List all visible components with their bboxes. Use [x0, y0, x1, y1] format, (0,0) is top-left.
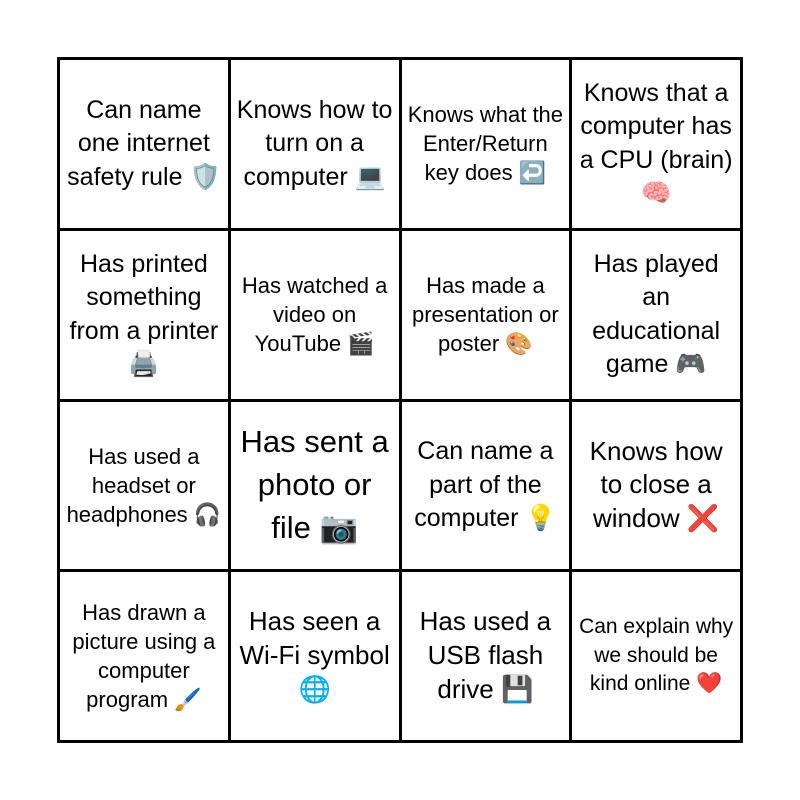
bingo-cell[interactable]	[572, 402, 740, 570]
bingo-cell-text: Knows how to close a window ❌	[589, 435, 723, 534]
bingo-cell-text: Knows that a computer has a CPU (brain) 🧠	[579, 78, 733, 208]
bingo-cell-text: Can explain why we should be kind online ❤️	[579, 615, 734, 696]
bingo-cell-text: Has printed something from a printer 🖨️	[69, 249, 219, 379]
bingo-cell-text: Has used a headset or headphones 🎧	[66, 443, 222, 527]
bingo-cell[interactable]	[60, 231, 228, 399]
bingo-cell[interactable]	[402, 231, 570, 399]
bingo-cell-text: Has watched a video on YouTube 🎬	[241, 273, 388, 357]
bingo-cell[interactable]	[402, 60, 570, 228]
bingo-cell[interactable]	[231, 231, 399, 399]
bingo-cell[interactable]	[231, 572, 399, 740]
bingo-cell[interactable]	[231, 60, 399, 228]
bingo-cell-text: Has made a presentation or poster 🎨	[411, 273, 559, 357]
bingo-cell-text: Can name one internet safety rule 🛡️	[67, 95, 221, 191]
bingo-cell[interactable]	[60, 572, 228, 740]
bingo-card	[57, 57, 743, 743]
bingo-cell[interactable]	[402, 572, 570, 740]
bingo-cell[interactable]	[572, 231, 740, 399]
bingo-cell-text: Has seen a Wi-Fi symbol 🌐	[239, 606, 390, 705]
bingo-cell-text: Has used a USB flash drive 💾	[419, 606, 552, 705]
bingo-cell-text: Has played an educational game 🎮	[592, 249, 721, 379]
bingo-cell-text: Knows what the Enter/Return key does ↩️	[407, 102, 564, 186]
bingo-cell[interactable]	[572, 572, 740, 740]
bingo-cell[interactable]	[231, 402, 399, 570]
bingo-cell[interactable]	[60, 60, 228, 228]
bingo-cell-text: Can name a part of the computer 💡	[414, 437, 557, 533]
bingo-cell-text: Has sent a photo or file 📷	[240, 424, 389, 545]
bingo-cell[interactable]	[402, 402, 570, 570]
bingo-cell[interactable]	[60, 402, 228, 570]
bingo-cell-text: Has drawn a picture using a computer program 🖌️	[72, 600, 216, 713]
bingo-cell-text: Knows how to turn on a computer 💻	[236, 95, 393, 191]
bingo-cell[interactable]	[572, 60, 740, 228]
